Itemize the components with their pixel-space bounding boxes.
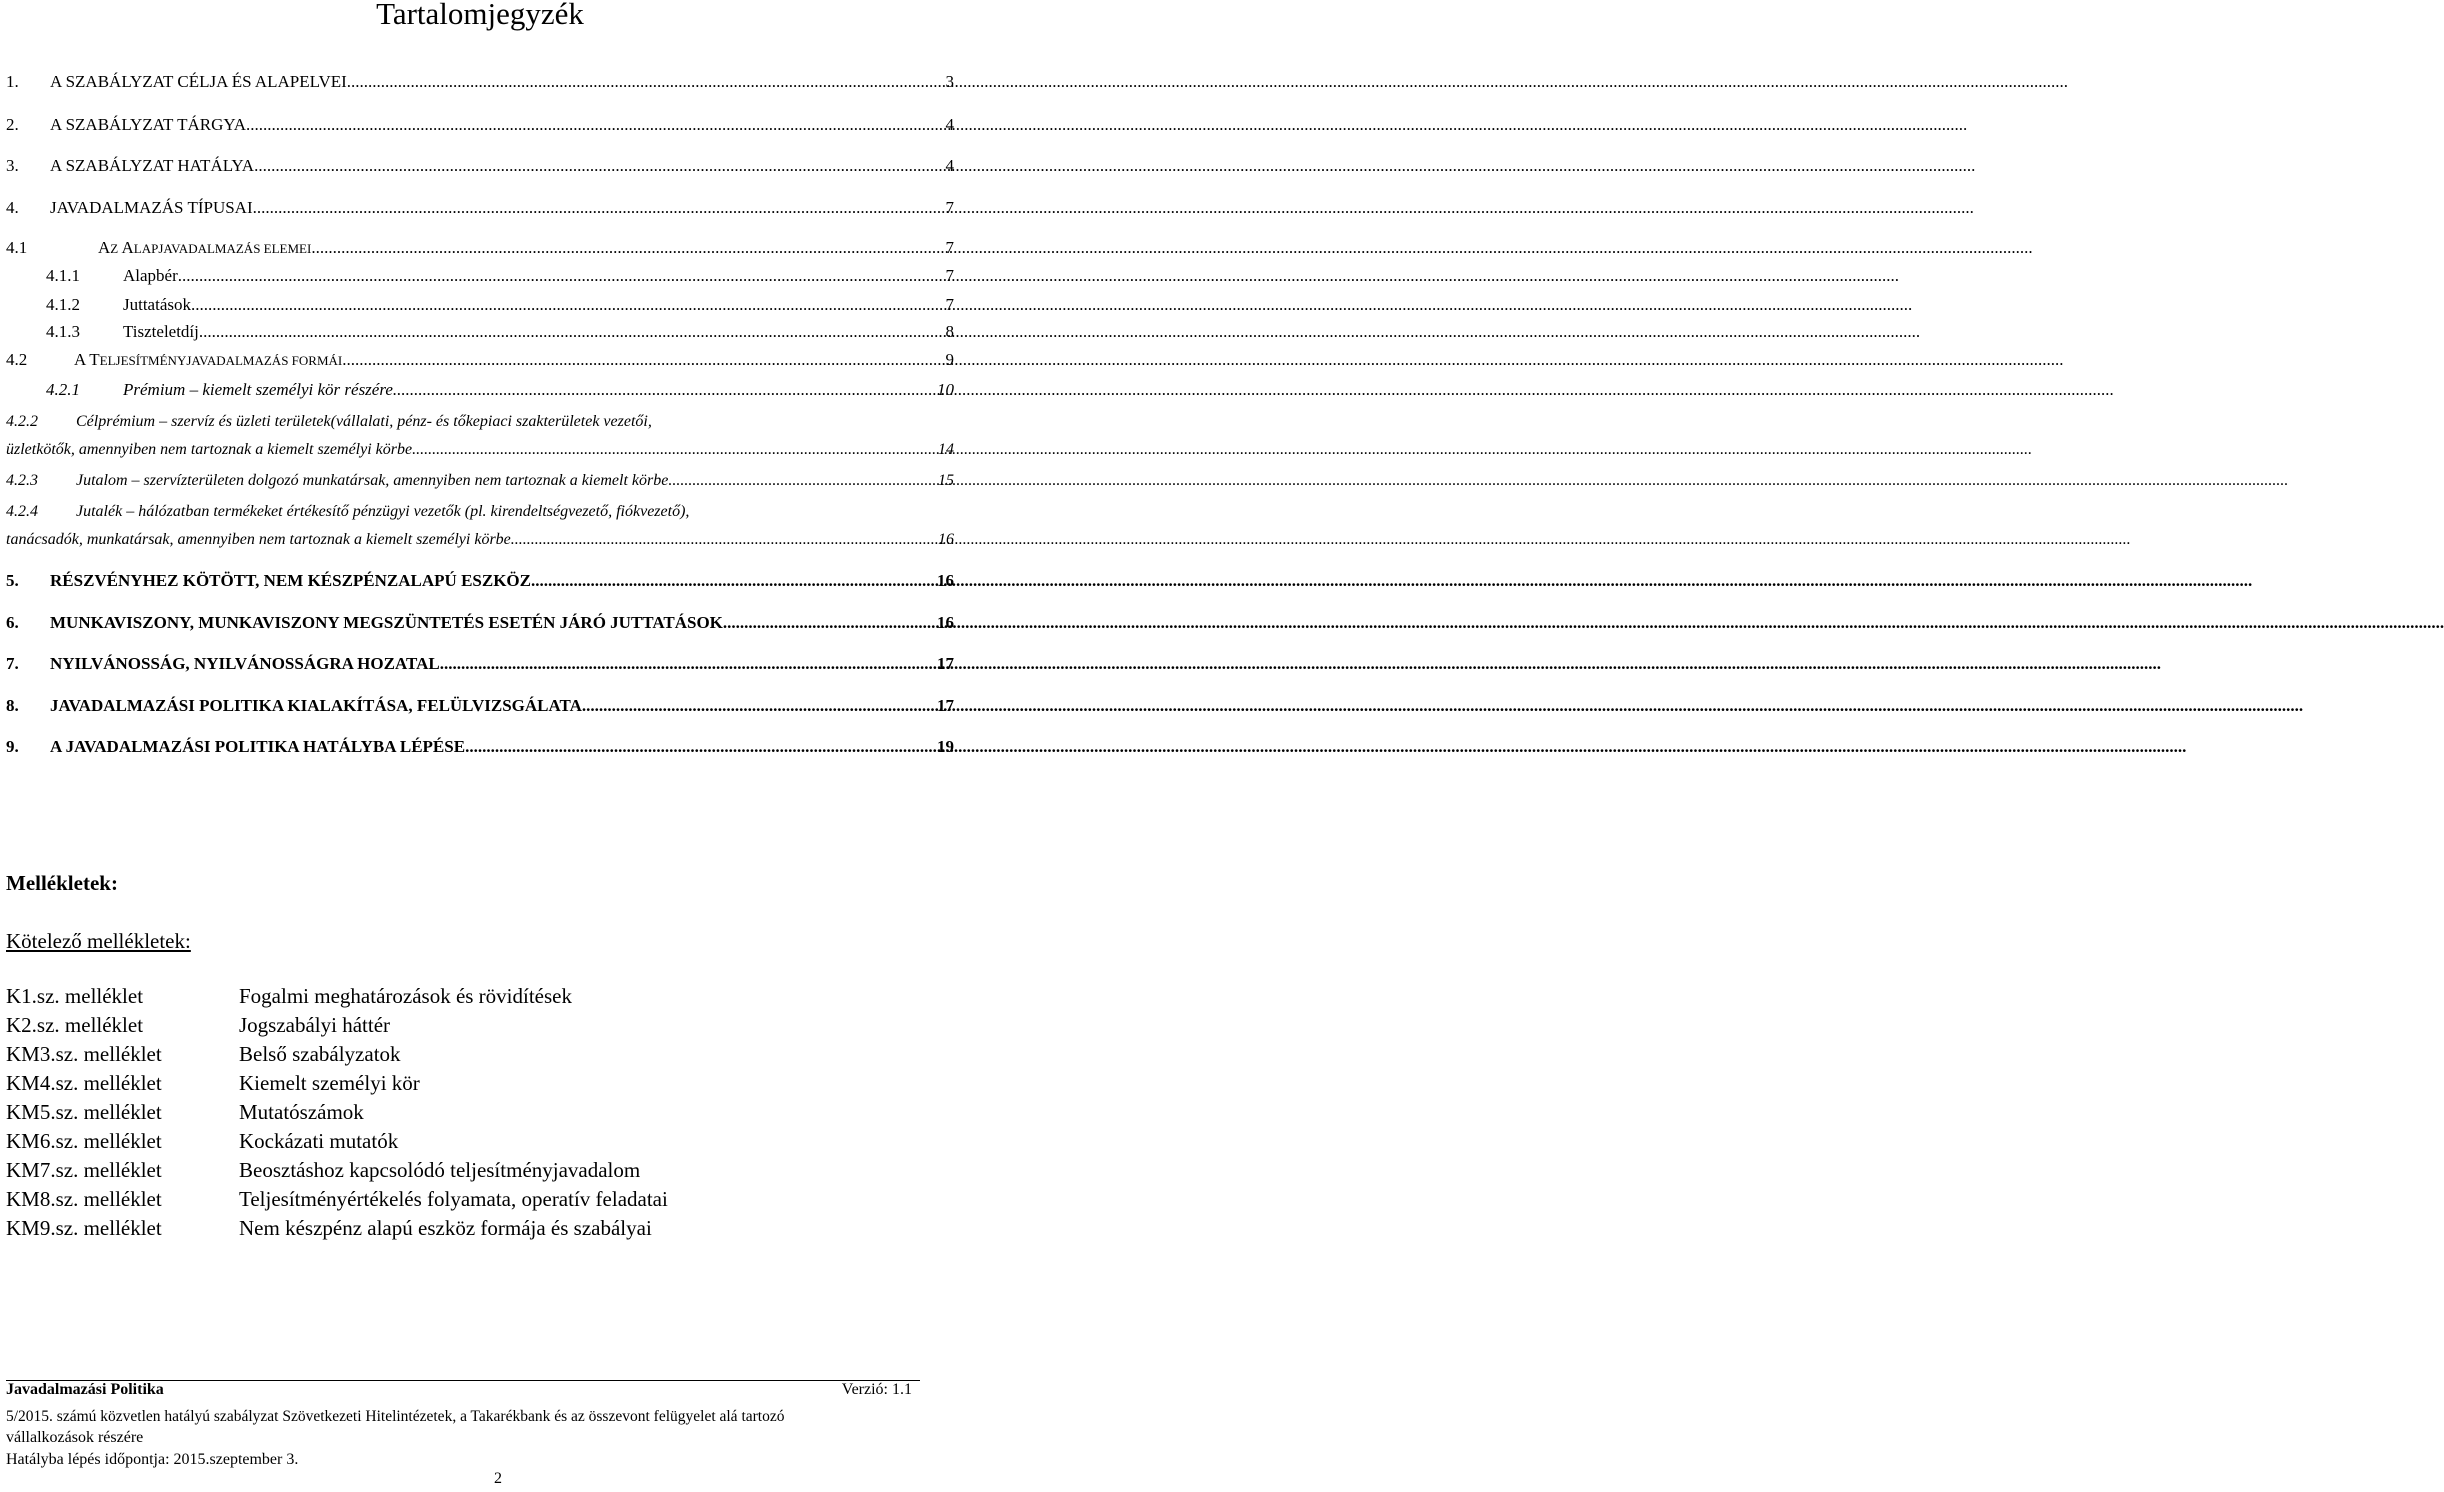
footer-effective-date: Hatályba lépés időpontja: 2015.szeptember 3.	[6, 1451, 299, 1468]
toc-title: MUNKAVISZONY, MUNKAVISZONY MEGSZÜNTETÉS ESETÉN JÁRÓ JUTTATÁSOK	[50, 613, 723, 632]
toc-number: 4.	[6, 198, 19, 217]
toc-number: 4.1	[6, 238, 28, 257]
toc-page: 15	[938, 472, 954, 489]
toc-title: Tiszteletdíj	[123, 322, 199, 341]
toc-leader	[178, 266, 942, 286]
document-page	[0, 0, 960, 1492]
toc-leader	[191, 295, 942, 315]
toc-leader	[440, 654, 933, 674]
toc-title: AZ ALAPJAVADALMAZÁS ELEMEI	[98, 238, 312, 257]
toc-number: 4.2.2	[6, 413, 38, 430]
toc-page: 8	[945, 322, 954, 341]
toc-entry-line1[interactable]	[6, 503, 954, 521]
toc-number: 4.2.3	[6, 472, 38, 489]
toc-page: 7	[945, 238, 954, 257]
toc-number: 3.	[6, 156, 19, 175]
toc-title: JAVADALMAZÁS TÍPUSAI	[50, 198, 253, 217]
toc-title: Jutalék – hálózatban termékeket értékesítő pénzügyi vezetők (pl. kirendeltségvezető, fiókvezető),	[76, 503, 690, 520]
toc-page: 3	[945, 72, 954, 91]
toc-page: 9	[945, 350, 954, 369]
toc-entry[interactable]	[6, 115, 954, 135]
toc-page: 17	[937, 696, 954, 715]
toc-leader	[347, 72, 942, 92]
toc-page: 10	[937, 380, 954, 399]
toc-leader	[246, 115, 941, 135]
page-number: 2	[494, 1470, 502, 1487]
annex-item	[6, 1013, 946, 1038]
toc-entry-line2[interactable]	[6, 441, 954, 459]
toc-page: 17	[937, 654, 954, 673]
toc-leader	[254, 156, 941, 176]
toc-title: üzletkötők, amennyiben nem tartoznak a kiemelt személyi körbe	[6, 441, 413, 458]
toc-leader	[723, 613, 933, 633]
toc-leader	[582, 696, 933, 716]
annex-code: KM5.sz. melléklet	[6, 1100, 162, 1124]
toc-number: 1.	[6, 72, 19, 91]
toc-entry[interactable]	[6, 295, 954, 315]
annex-description: Nem készpénz alapú eszköz formája és szabályai	[239, 1216, 652, 1240]
annex-code: KM9.sz. melléklet	[6, 1216, 162, 1240]
annex-code: KM6.sz. melléklet	[6, 1129, 162, 1153]
toc-entry[interactable]	[6, 266, 954, 286]
toc-page: 19	[937, 737, 954, 756]
toc-page: 16	[937, 613, 954, 632]
toc-page: 4	[945, 156, 954, 175]
toc-leader	[199, 322, 942, 342]
annex-subheading: Kötelező mellékletek:	[6, 929, 191, 953]
annex-item	[6, 1100, 946, 1125]
footer-regulation: 5/2015. számú közvetlen hatályú szabályzat Szövetkezeti Hitelintézetek, a Takarékbank és az összevont felügyelet alá tartozó	[6, 1408, 785, 1425]
toc-number: 6.	[6, 613, 19, 632]
toc-title: A SZABÁLYZAT HATÁLYA	[50, 156, 255, 175]
footer-scope: vállalkozások részére	[6, 1429, 144, 1446]
footer-version: Verzió: 1.1	[841, 1381, 912, 1398]
toc-title: Juttatások	[123, 295, 191, 314]
annex-heading: Mellékletek:	[6, 871, 118, 895]
toc-title: tanácsadók, munkatársak, amennyiben nem tartoznak a kiemelt személyi körbe	[6, 531, 511, 548]
annex-description: Fogalmi meghatározások és rövidítések	[239, 984, 572, 1008]
toc-title: A SZABÁLYZAT CÉLJA ÉS ALAPELVEI	[50, 72, 347, 91]
toc-number: 8.	[6, 696, 19, 715]
toc-entry[interactable]	[6, 198, 954, 218]
toc-leader	[253, 198, 942, 218]
toc-leader	[668, 472, 934, 490]
toc-entry[interactable]	[6, 72, 954, 92]
annex-code: KM8.sz. melléklet	[6, 1187, 162, 1211]
annex-description: Mutatószámok	[239, 1100, 364, 1124]
toc-entry[interactable]	[6, 238, 954, 258]
annex-description: Kockázati mutatók	[239, 1129, 399, 1153]
toc-page: 7	[945, 266, 954, 285]
toc-page: 16	[938, 531, 954, 548]
toc-leader	[342, 350, 941, 370]
toc-page: 7	[945, 295, 954, 314]
toc-entry-line2[interactable]	[6, 531, 954, 549]
page-title: Tartalomjegyzék	[376, 0, 584, 31]
toc-title: RÉSZVÉNYHEZ KÖTÖTT, NEM KÉSZPÉNZALAPÚ ESZKÖZ	[50, 571, 531, 590]
footer-header	[6, 1381, 912, 1399]
toc-leader	[393, 380, 933, 400]
toc-title: Prémium – kiemelt személyi kör részére	[123, 380, 393, 399]
toc-number: 7.	[6, 654, 19, 673]
toc-entry[interactable]	[6, 613, 954, 633]
toc-number: 2.	[6, 115, 19, 134]
toc-page: 16	[937, 571, 954, 590]
toc-leader	[412, 441, 934, 459]
annex-description: Teljesítményértékelés folyamata, operatív feladatai	[239, 1187, 668, 1211]
annex-item	[6, 1216, 946, 1241]
toc-title: A TELJESÍTMÉNYJAVADALMAZÁS FORMÁI	[74, 350, 343, 369]
toc-title: Jutalom – szervízterületen dolgozó munkatársak, amennyiben nem tartoznak a kiemelt körbe	[76, 472, 669, 489]
toc-entry[interactable]	[6, 654, 954, 674]
toc-number: 4.2.1	[46, 380, 80, 399]
annex-code: K1.sz. melléklet	[6, 984, 144, 1008]
toc-entry[interactable]	[6, 350, 954, 370]
toc-entry[interactable]	[6, 737, 954, 757]
toc-number: 5.	[6, 571, 19, 590]
toc-number: 4.2.4	[6, 503, 38, 520]
annex-code: KM4.sz. melléklet	[6, 1071, 162, 1095]
annex-description: Kiemelt személyi kör	[239, 1071, 420, 1095]
footer-doc-title: Javadalmazási Politika	[6, 1381, 164, 1398]
annex-item	[6, 1071, 946, 1096]
annex-code: KM7.sz. melléklet	[6, 1158, 162, 1182]
annex-description: Jogszabályi háttér	[239, 1013, 391, 1037]
annex-code: K2.sz. melléklet	[6, 1013, 144, 1037]
annex-item	[6, 984, 946, 1009]
annex-description: Beosztáshoz kapcsolódó teljesítményjavadalom	[239, 1158, 641, 1182]
toc-page: 14	[938, 441, 954, 458]
toc-entry[interactable]	[6, 322, 954, 342]
toc-entry[interactable]	[6, 571, 954, 591]
annex-item	[6, 1129, 946, 1154]
toc-entry[interactable]	[6, 696, 954, 716]
toc-entry[interactable]	[6, 156, 954, 176]
toc-entry[interactable]	[6, 380, 954, 400]
toc-number: 4.1.3	[46, 322, 80, 341]
toc-leader	[531, 571, 933, 591]
toc-title: Alapbér	[123, 266, 178, 285]
toc-title: Célprémium – szervíz és üzleti területek(vállalati, pénz- és tőkepiaci szakterületek vezetői,	[76, 413, 652, 430]
toc-number: 4.1.2	[46, 295, 80, 314]
toc-leader	[465, 737, 933, 757]
toc-entry[interactable]	[6, 472, 954, 490]
toc-title: A JAVADALMAZÁSI POLITIKA HATÁLYBA LÉPÉSE	[50, 737, 466, 756]
annex-code: KM3.sz. melléklet	[6, 1042, 162, 1066]
toc-title: A SZABÁLYZAT TÁRGYA	[50, 115, 247, 134]
annex-description: Belső szabályzatok	[239, 1042, 401, 1066]
toc-title: NYILVÁNOSSÁG, NYILVÁNOSSÁGRA HOZATAL	[50, 654, 440, 673]
toc-leader	[311, 238, 941, 258]
toc-number: 4.1.1	[46, 266, 80, 285]
toc-page: 4	[945, 115, 954, 134]
annex-item	[6, 1158, 946, 1183]
toc-page: 7	[945, 198, 954, 217]
toc-leader	[511, 531, 934, 549]
annex-item	[6, 1187, 946, 1212]
toc-title: JAVADALMAZÁSI POLITIKA KIALAKÍTÁSA, FELÜLVIZSGÁLATA	[50, 696, 582, 715]
toc-number: 4.2	[6, 350, 28, 369]
toc-entry-line1[interactable]	[6, 413, 954, 431]
toc-number: 9.	[6, 737, 19, 756]
annex-item	[6, 1042, 946, 1067]
